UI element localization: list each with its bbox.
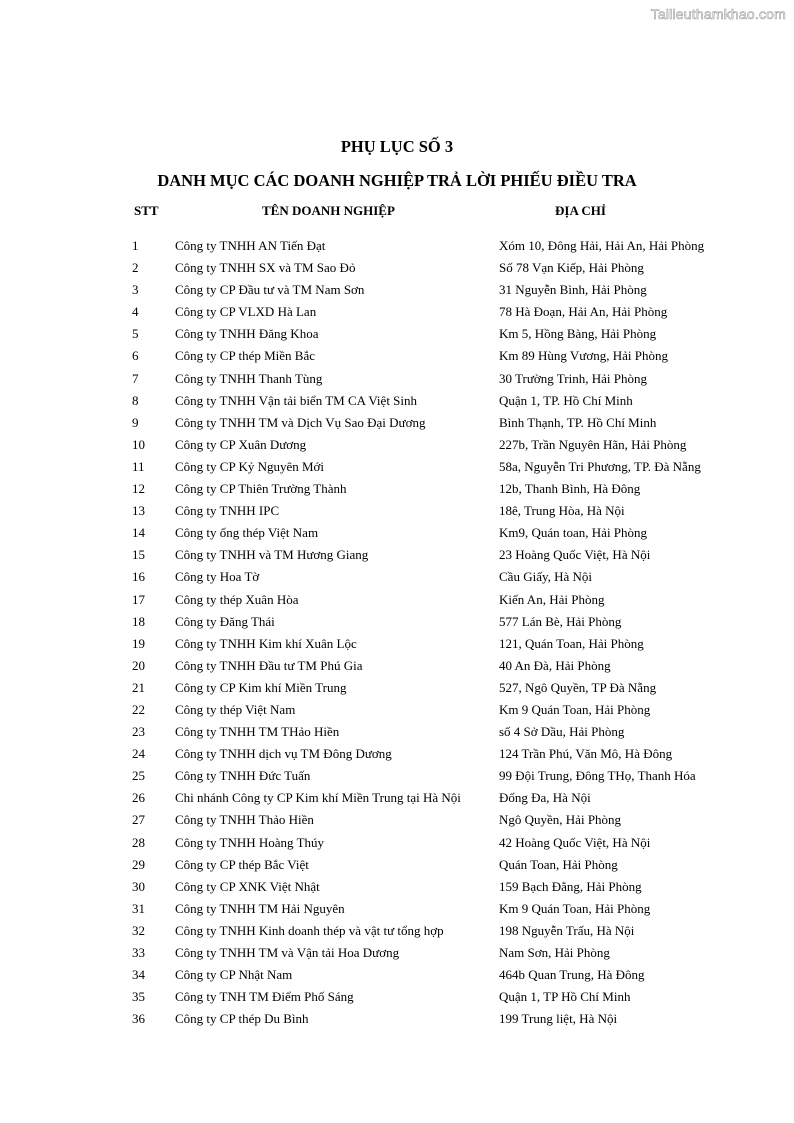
row-company-name: Công ty TNHH Vận tải biển TM CA Việt Sinh xyxy=(175,392,418,408)
row-address: Bình Thạnh, TP. Hồ Chí Minh xyxy=(499,414,657,430)
row-company-name: Công ty TNHH AN Tiến Đạt xyxy=(175,238,326,253)
table-row xyxy=(0,413,794,435)
row-company-name: Công ty CP Kỷ Nguyên Mới xyxy=(175,458,325,474)
row-stt: 36 xyxy=(132,1011,145,1027)
row-stt: 16 xyxy=(132,569,145,585)
row-company-name: Công ty TNHH TM THảo Hiền xyxy=(175,724,340,740)
row-address: Xóm 10, Đông Hải, Hải An, Hải Phòng xyxy=(499,238,705,253)
row-address: Km9, Quán toan, Hải Phòng xyxy=(499,525,648,541)
row-stt: 21 xyxy=(132,679,145,695)
row-address: 30 Trường Trinh, Hải Phòng xyxy=(499,370,647,386)
row-address: Quận 1, TP. Hồ Chí Minh xyxy=(499,392,633,408)
table-row xyxy=(0,302,794,324)
row-stt: 3 xyxy=(132,282,139,298)
row-company-name: Công ty TNHH Kinh doanh thép và vật tư tổng hợp xyxy=(175,922,444,938)
row-company-name: Công ty TNH TM Điểm Phố Sáng xyxy=(175,989,354,1005)
row-company-name: Công ty CP Nhật Nam xyxy=(175,967,293,983)
row-address: 198 Nguyễn Trấu, Hà Nội xyxy=(499,922,635,938)
table-row xyxy=(0,987,794,1009)
row-company-name: Công ty CP XNK Việt Nhật xyxy=(175,878,320,894)
row-address: 99 Đội Trung, Đông THọ, Thanh Hóa xyxy=(499,768,696,784)
table-row xyxy=(0,501,794,523)
table-row xyxy=(0,855,794,877)
row-address: 227b, Trần Nguyên Hãn, Hải Phòng xyxy=(499,436,687,452)
row-stt: 6 xyxy=(132,348,139,364)
row-stt: 17 xyxy=(132,591,145,607)
row-stt: 32 xyxy=(132,922,145,938)
table-row xyxy=(0,810,794,832)
row-company-name: Công ty CP Đầu tư và TM Nam Sơn xyxy=(175,282,365,298)
row-company-name: Công ty TNHH TM và Dịch Vụ Sao Đại Dương xyxy=(175,414,426,430)
row-address: Đống Đa, Hà Nội xyxy=(499,790,591,806)
table-row xyxy=(0,722,794,744)
row-stt: 4 xyxy=(132,304,139,320)
row-company-name: Công ty CP thép Bắc Việt xyxy=(175,856,309,872)
row-address: Quận 1, TP Hồ Chí Minh xyxy=(499,989,631,1005)
row-address: 12b, Thanh Bình, Hà Đông xyxy=(499,481,641,497)
table-row xyxy=(0,744,794,766)
row-company-name: Công ty Hoa Tờ xyxy=(175,569,260,585)
row-stt: 10 xyxy=(132,436,145,452)
table-row xyxy=(0,435,794,457)
row-stt: 9 xyxy=(132,414,139,430)
table-row xyxy=(0,965,794,987)
row-stt: 8 xyxy=(132,392,139,408)
row-stt: 15 xyxy=(132,547,145,563)
row-address: 58a, Nguyễn Tri Phương, TP. Đà Nẵng xyxy=(499,458,701,474)
table-row xyxy=(0,899,794,921)
row-address: Số 78 Vạn Kiếp, Hải Phòng xyxy=(499,260,644,276)
table-row xyxy=(0,612,794,634)
table-row xyxy=(0,590,794,612)
row-stt: 30 xyxy=(132,878,145,894)
appendix-title: PHỤ LỤC SỐ 3 xyxy=(340,137,454,156)
table-row xyxy=(0,833,794,855)
row-address: Km 89 Hùng Vương, Hải Phòng xyxy=(499,348,668,364)
row-address: 121, Quán Toan, Hải Phòng xyxy=(499,635,644,651)
row-company-name: Công ty CP thép Du Bình xyxy=(175,1011,309,1027)
row-company-name: Công ty TNHH SX và TM Sao Đỏ xyxy=(175,260,356,276)
row-company-name: Chi nhánh Công ty CP Kim khí Miền Trung tại Hà Nội xyxy=(175,790,461,806)
table-row xyxy=(0,236,794,258)
watermark-text: Tailieuthamkhao.com xyxy=(650,6,786,22)
row-address: 31 Nguyễn Bình, Hải Phòng xyxy=(499,282,647,298)
row-address: 23 Hoàng Quốc Việt, Hà Nội xyxy=(499,547,651,563)
row-stt: 28 xyxy=(132,834,145,850)
row-company-name: Công ty TNHH Thảo Hiền xyxy=(175,812,314,828)
row-company-name: Công ty CP thép Miền Bắc xyxy=(175,348,315,364)
row-company-name: Công ty CP Thiên Trường Thành xyxy=(175,481,347,497)
table-row xyxy=(0,943,794,965)
table-row xyxy=(0,788,794,810)
table-row xyxy=(0,1009,794,1031)
header-stt: STT xyxy=(134,203,159,218)
row-stt: 23 xyxy=(132,724,145,740)
row-company-name: Công ty ống thép Việt Nam xyxy=(175,525,319,541)
row-company-name: Công ty thép Xuân Hòa xyxy=(175,591,299,607)
row-company-name: Công ty TNHH Thanh Tùng xyxy=(175,370,323,386)
header-address: ĐỊA CHỈ xyxy=(555,203,606,218)
row-company-name: Công ty TNHH Đức Tuấn xyxy=(175,768,311,784)
row-stt: 24 xyxy=(132,746,145,762)
row-address: Quán Toan, Hải Phòng xyxy=(499,856,618,872)
row-address: 527, Ngô Quyền, TP Đà Nẵng xyxy=(499,679,657,695)
row-company-name: Công ty CP Kim khí Miền Trung xyxy=(175,679,347,695)
row-company-name: Công ty Đăng Thái xyxy=(175,613,275,629)
table-row xyxy=(0,391,794,413)
row-address: Km 5, Hồng Bàng, Hải Phòng xyxy=(499,326,657,342)
row-stt: 5 xyxy=(132,326,139,342)
table-row xyxy=(0,634,794,656)
table-row xyxy=(0,369,794,391)
row-stt: 14 xyxy=(132,525,145,541)
row-company-name: Công ty thép Việt Nam xyxy=(175,701,296,717)
row-stt: 20 xyxy=(132,657,145,673)
row-stt: 2 xyxy=(132,260,139,276)
row-company-name: Công ty CP Xuân Dương xyxy=(175,436,307,452)
row-stt: 29 xyxy=(132,856,145,872)
row-company-name: Công ty TNHH Kim khí Xuân Lộc xyxy=(175,635,357,651)
row-address: 199 Trung liệt, Hà Nội xyxy=(499,1011,618,1027)
row-stt: 7 xyxy=(132,370,139,386)
table-header xyxy=(0,203,794,221)
row-stt: 11 xyxy=(132,458,145,474)
company-table xyxy=(0,236,794,1031)
row-stt: 27 xyxy=(132,812,145,828)
row-company-name: Công ty TNHH Đăng Khoa xyxy=(175,326,319,342)
row-stt: 18 xyxy=(132,613,145,629)
row-stt: 12 xyxy=(132,481,145,497)
row-company-name: Công ty TNHH Đầu tư TM Phú Gia xyxy=(175,657,363,673)
row-stt: 35 xyxy=(132,989,145,1005)
row-address: Km 9 Quán Toan, Hải Phòng xyxy=(499,701,651,717)
row-address: Km 9 Quán Toan, Hải Phòng xyxy=(499,900,651,916)
row-address: 42 Hoàng Quốc Việt, Hà Nội xyxy=(499,834,651,850)
row-address: Nam Sơn, Hải Phòng xyxy=(499,945,610,960)
table-row xyxy=(0,678,794,700)
table-row xyxy=(0,523,794,545)
table-row xyxy=(0,656,794,678)
row-stt: 33 xyxy=(132,945,145,960)
table-row xyxy=(0,766,794,788)
row-stt: 31 xyxy=(132,900,145,916)
table-row xyxy=(0,700,794,722)
table-row xyxy=(0,346,794,368)
row-address: Ngô Quyền, Hải Phòng xyxy=(499,812,622,828)
row-company-name: Công ty TNHH TM Hải Nguyên xyxy=(175,900,345,916)
row-company-name: Công ty CP VLXD Hà Lan xyxy=(175,304,317,320)
row-stt: 26 xyxy=(132,790,145,806)
row-address: 40 An Đà, Hải Phòng xyxy=(499,657,611,673)
table-row xyxy=(0,877,794,899)
row-company-name: Công ty TNHH Hoàng Thúy xyxy=(175,834,325,850)
list-title: DANH MỤC CÁC DOANH NGHIỆP TRẢ LỜI PHIẾU ĐIỀU TRA xyxy=(157,171,637,190)
table-row xyxy=(0,567,794,589)
table-row xyxy=(0,324,794,346)
header-company-name: TÊN DOANH NGHIỆP xyxy=(262,203,395,218)
row-stt: 22 xyxy=(132,701,145,717)
row-address: Kiến An, Hải Phòng xyxy=(499,591,605,607)
table-row xyxy=(0,479,794,501)
table-row xyxy=(0,258,794,280)
row-stt: 34 xyxy=(132,967,145,983)
row-address: số 4 Sở Dầu, Hải Phòng xyxy=(499,724,625,740)
row-address: 124 Trần Phú, Văn Mô, Hà Đông xyxy=(499,746,673,762)
row-stt: 19 xyxy=(132,635,145,651)
table-row xyxy=(0,457,794,479)
row-stt: 13 xyxy=(132,503,145,519)
table-row xyxy=(0,280,794,302)
row-address: 464b Quan Trung, Hà Đông xyxy=(499,967,645,983)
row-address: 159 Bạch Đằng, Hải Phòng xyxy=(499,878,642,894)
row-address: 18ê, Trung Hòa, Hà Nội xyxy=(499,503,625,519)
row-company-name: Công ty TNHH IPC xyxy=(175,503,280,519)
row-address: 577 Lán Bè, Hải Phòng xyxy=(499,613,622,629)
row-address: 78 Hà Đoạn, Hải An, Hải Phòng xyxy=(499,304,668,320)
row-company-name: Công ty TNHH và TM Hương Giang xyxy=(175,547,369,563)
row-company-name: Công ty TNHH dịch vụ TM Đông Dương xyxy=(175,746,392,762)
row-stt: 1 xyxy=(132,238,139,253)
row-address: Cầu Giấy, Hà Nội xyxy=(499,569,593,585)
table-row xyxy=(0,545,794,567)
row-stt: 25 xyxy=(132,768,145,784)
row-company-name: Công ty TNHH TM và Vận tải Hoa Dương xyxy=(175,945,400,960)
table-row xyxy=(0,921,794,943)
